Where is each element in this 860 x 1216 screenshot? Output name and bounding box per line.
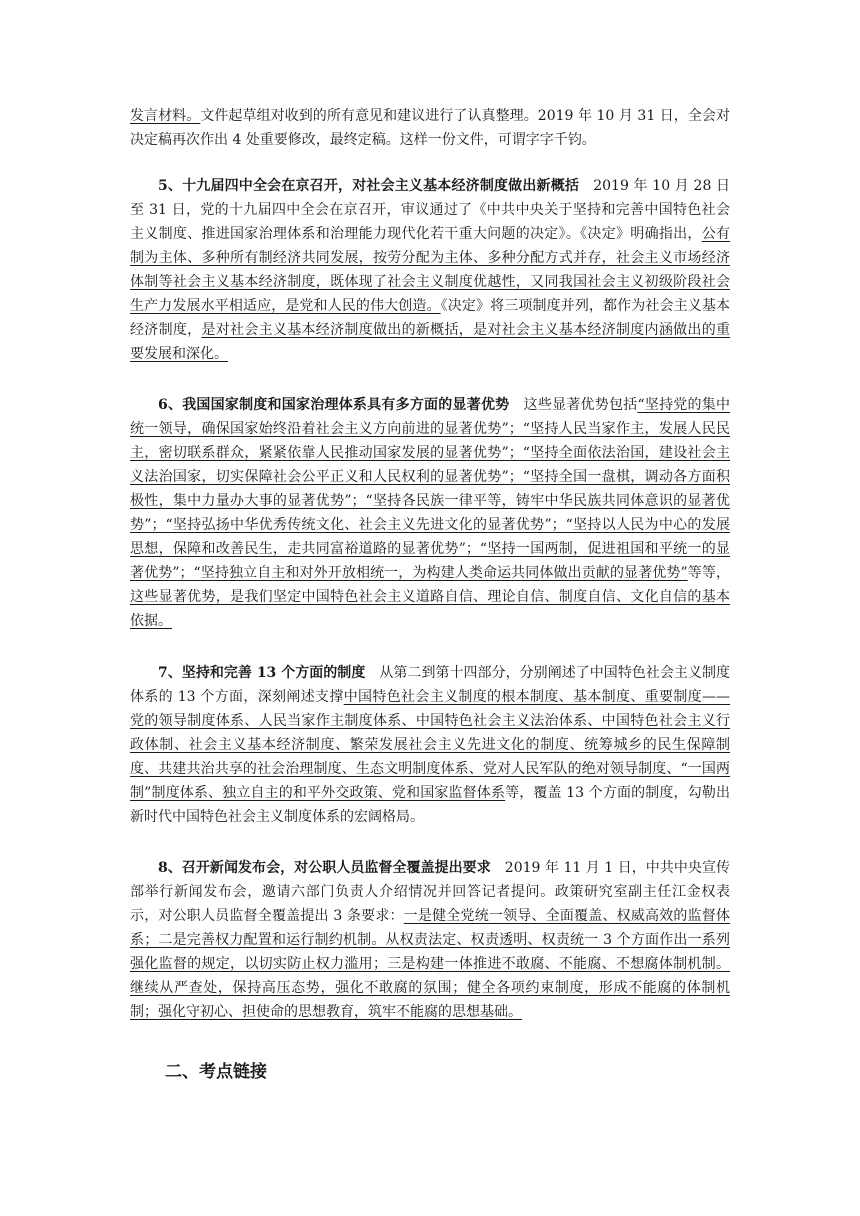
item-heading: 6、我国国家制度和国家治理体系具有多方面的显著优势	[158, 397, 510, 413]
body-text: 文件起草组对收到的所有意见和建议进行了认真整理。2019 年 10 月 31 日，全会对决定稿再次作出 4 处重要修改，最终定稿。这样一份文件，可谓字字千钧。	[130, 108, 730, 148]
body-text: 等等，	[687, 565, 730, 581]
item-heading: 5、十九届四中全会在京召开，对社会主义基本经济制度做出新概括	[158, 178, 580, 194]
body-text: 等，覆盖 13 个方面的制度，勾勒出新时代中国特色社会主义制度体系的宏阔格局。	[130, 785, 730, 825]
body-text: 从第二到第十四部分，分别阐述了中国特色社会主义制度体系的 13 个方面，深刻阐述支撑	[130, 665, 730, 705]
paragraph-item-6	[130, 393, 730, 633]
body-text: 2019 年 10 月 28 日至 31 日，党的十九届四中全会在京召开，审议通过了《中共中央关于坚持和完善中国特色社会主义制度、推进国家治理体系和治理能力现代化若干重大问题的决定》。《决定》明确指出，	[130, 178, 730, 242]
underlined-text: 这些显著优势，是我们坚定中国特色社会主义道路自信、理论自信、制度自信、文化自信的基本依据。	[130, 589, 730, 629]
paragraph-item-8	[130, 856, 730, 1024]
item-heading: 7、坚持和完善 13 个方面的制度	[158, 665, 366, 681]
item-heading: 8、召开新闻发布会，对公职人员监督全覆盖提出要求	[158, 860, 491, 876]
body-text: 《决定》将三项制度并列，都作为社会主义基本经济制度，	[130, 298, 731, 338]
section-heading: 二、考点链接	[165, 1062, 267, 1082]
underlined-text: 一是健全党统一领导、全面覆盖、权威高效的监督体系；二是完善权力配置和运行制约机制。从权责法定、权责透明、权责统一 3 个方面作出一系列强化监督的规定，以切实防止权力滥用；三是构建一体推进不敢腐、不能腐、不想腐体制机制。继续从严查处，保持高压态势，强化不敢腐的氛围；健全各项约束制度，形成不能腐的体制机制；强化守初心、担使命的思想教育，筑牢不能腐的思想基础。	[130, 908, 731, 1020]
underlined-text: 中国特色社会主义制度的根本制度、基本制度、重要制度——党的领导制度体系、人民当家作主制度体系、中国特色社会主义法治体系、中国特色社会主义行政体制、社会主义基本经济制度、繁荣发展社会主义先进文化的制度、统筹城乡的民生保障制度、共建共治共享的社会治理制度、生态文明制度体系、党对人民军队的绝对领导制度、“一国两制”制度体系、独立自主的和平外交政策、党和国家监督体系	[130, 689, 731, 801]
body-text: 这些显著优势包括	[509, 397, 638, 413]
paragraph-item-5	[130, 174, 730, 366]
underlined-text: “坚持党的集中统一领导，确保国家始终沿着社会主义方向前进的显著优势”；“坚持人民当家作主，发展人民民主，密切联系群众，紧紧依靠人民推动国家发展的显著优势”；“坚持全面依法治国，建设社会主义法治国家，切实保障社会公平正义和人民权利的显著优势”；“坚持全国一盘棋，调动各方面积极性，集中力量办大事的显著优势”；“坚持各民族一律平等，铸牢中华民族共同体意识的显著优势”；“坚持弘扬中华优秀传统文化、社会主义先进文化的显著优势”；“坚持以人民为中心的发展思想，保障和改善民生，走共同富裕道路的显著优势”；“坚持一国两制，促进祖国和平统一的显著优势”；“坚持独立自主和对外开放相统一，为构建人类命运共同体做出贡献的显著优势”	[130, 397, 730, 581]
paragraph-item-7	[130, 661, 730, 829]
underlined-text: 发言材料。	[130, 108, 201, 124]
paragraph-intro-end	[130, 104, 730, 152]
underlined-text: 是对社会主义基本经济制度做出的新概括，是对社会主义基本经济制度内涵做出的重要发展和深化。	[130, 322, 731, 362]
body-text: 2019 年 11 月 1 日，中共中央宣传部举行新闻发布会，邀请六部门负责人介绍情况并回答记者提问。政策研究室副主任江金权表示，对公职人员监督全覆盖提出 3 条要求：	[130, 860, 730, 924]
underlined-text: 公有制为主体、多种所有制经济共同发展，按劳分配为主体、多种分配方式并存，社会主义市场经济体制等社会主义基本经济制度，既体现了社会主义制度优越性，又同我国社会主义初级阶段社会生产力发展水平相适应，是党和人民的伟大创造。	[130, 226, 731, 314]
